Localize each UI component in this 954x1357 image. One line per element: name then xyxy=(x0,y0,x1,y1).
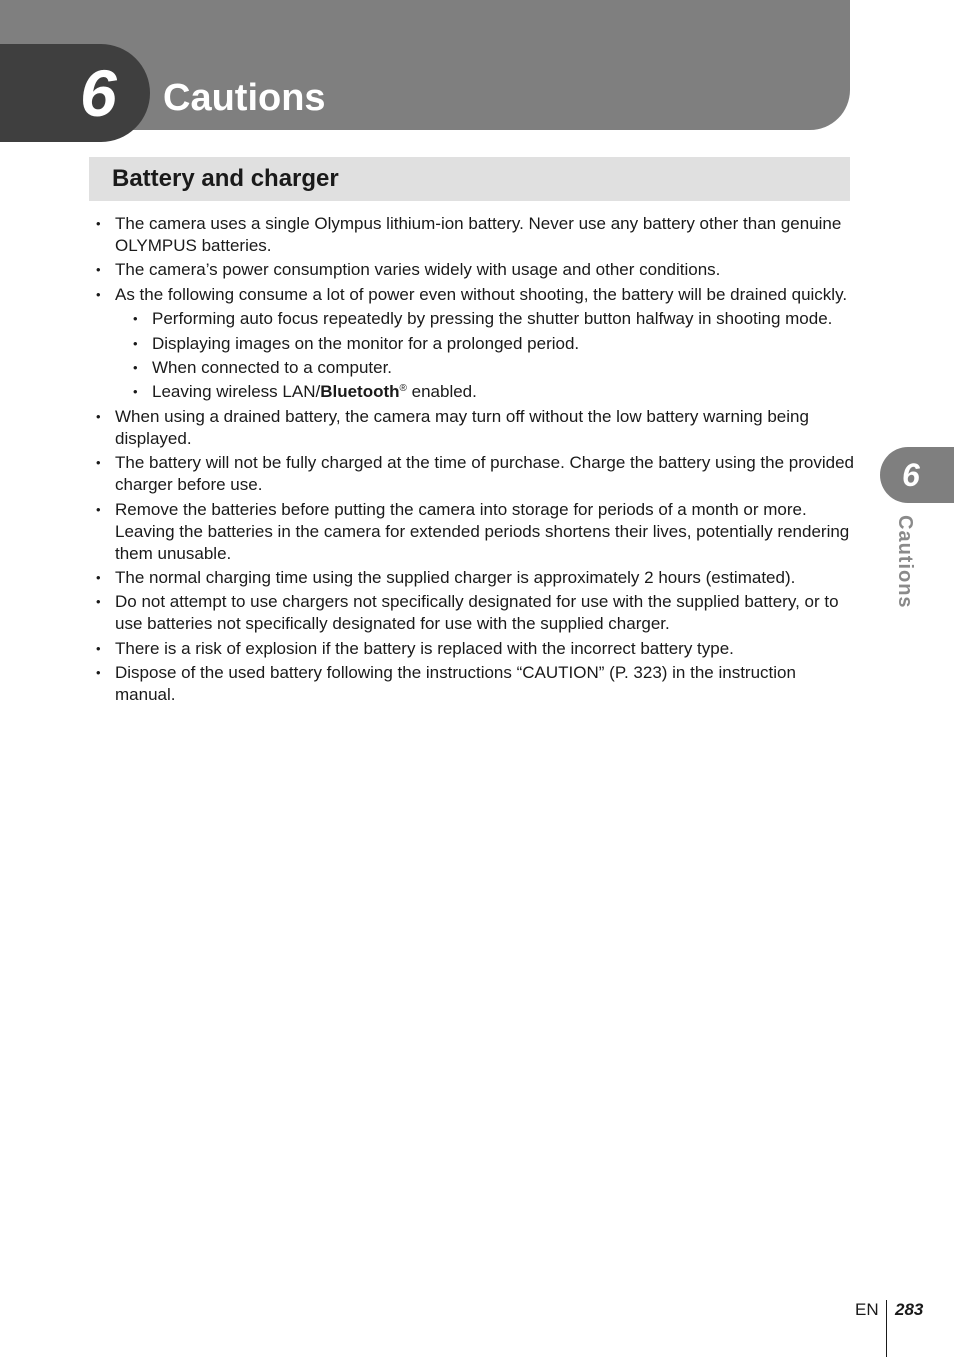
side-tab-label: Cautions xyxy=(894,515,916,609)
section-title: Battery and charger xyxy=(112,165,339,192)
list-item: • The camera uses a single Olympus lithium-ion battery. Never use any battery other than genuine OLYMPUS batteries. xyxy=(96,213,856,257)
list-item-text: As the following consume a lot of power even without shooting, the battery will be drained quickly. xyxy=(115,284,848,304)
footer-language: EN xyxy=(855,1300,879,1319)
sub-item-text: Leaving wireless LAN/ xyxy=(152,382,321,402)
page-number: 283 xyxy=(895,1300,924,1319)
chapter-side-tab xyxy=(880,447,954,503)
list-item: • When using a drained battery, the camera may turn off without the low battery warning being displayed. xyxy=(96,406,856,450)
registered-mark: ® xyxy=(399,383,407,395)
list-item xyxy=(96,284,856,404)
sub-list-item: • When connected to a computer. xyxy=(115,357,856,379)
list-item: • There is a risk of explosion if the battery is replaced with the incorrect battery type. xyxy=(96,638,856,660)
list-item: • The normal charging time using the supplied charger is approximately 2 hours (estimated). xyxy=(96,567,856,589)
list-item: • Remove the batteries before putting the camera into storage for periods of a month or more. Leaving the batteries in the camera for extended periods shortens their lives, potentially rendering them unusable. xyxy=(96,499,856,565)
caution-list xyxy=(96,213,856,708)
list-item: • The battery will not be fully charged at the time of purchase. Charge the battery using the provided charger before use. xyxy=(96,452,856,496)
chapter-title: Cautions xyxy=(163,77,326,119)
section-header xyxy=(89,157,850,201)
chapter-number: 6 xyxy=(80,56,117,130)
list-item: • Do not attempt to use chargers not specifically designated for use with the supplied battery, or to use batteries not specifically designated for use with the supplied charger. xyxy=(96,591,856,635)
power-drain-sublist xyxy=(115,308,856,403)
list-item: • Dispose of the used battery following the instructions “CAUTION” (P. 323) in the instruction manual. xyxy=(96,662,856,706)
sub-list-item: • Displaying images on the monitor for a prolonged period. xyxy=(115,333,856,355)
bluetooth-brand: Bluetooth xyxy=(320,382,400,402)
side-tab-number: 6 xyxy=(902,457,920,493)
sub-list-item xyxy=(115,381,856,403)
sub-list-item: • Performing auto focus repeatedly by pressing the shutter button halfway in shooting mode. xyxy=(115,308,856,330)
chapter-number-tab xyxy=(0,44,150,142)
list-item: • The camera’s power consumption varies widely with usage and other conditions. xyxy=(96,259,856,281)
footer-divider xyxy=(886,1300,887,1357)
sub-item-text: enabled. xyxy=(406,382,477,402)
